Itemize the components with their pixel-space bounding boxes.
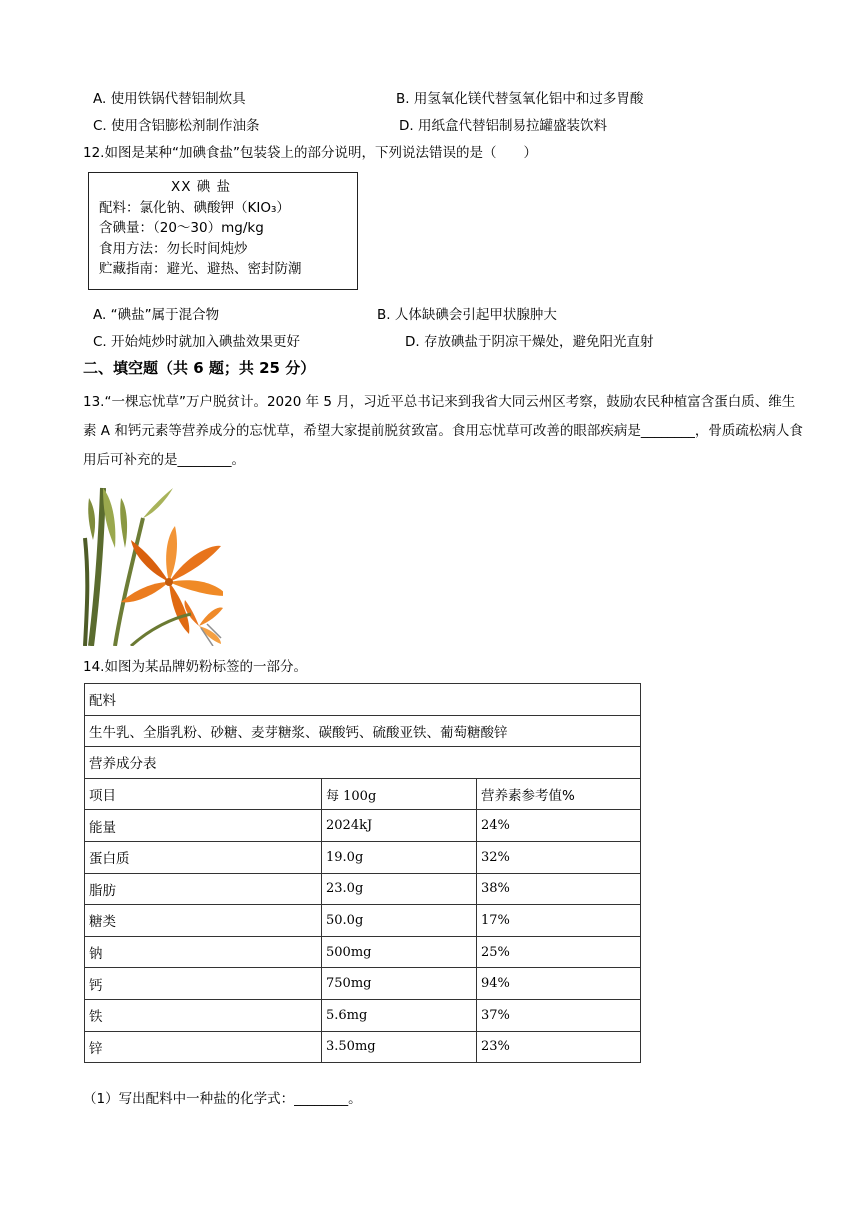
salt-label-title: XX 碘 盐 [171,179,232,195]
row-nrv: 23% [477,1031,641,1063]
row-item: 蛋白质 [85,841,322,873]
q12-stem: 12.如图是某种“加碘食盐”包装袋上的部分说明，下列说法错误的是（ ） [83,145,537,161]
column-header-per-100g: 每 100g [322,778,477,810]
salt-label-usage: 食用方法：勿长时间炖炒 [99,240,248,257]
nutrition-header: 营养成分表 [85,747,641,779]
q11-option-b: B. 用氢氧化镁代替氢氧化铝中和过多胃酸 [396,91,644,107]
q11-option-d: D. 用纸盒代替铝制易拉罐盛装饮料 [399,118,607,134]
table-row [85,968,641,1000]
q14-stem: 14.如图为某品牌奶粉标签的一部分。 [83,659,307,675]
row-nrv: 25% [477,936,641,968]
q11-option-a: A. 使用铁锅代替铝制炊具 [93,91,246,107]
table-row [85,747,641,779]
row-amount: 750mg [322,968,477,1000]
row-amount: 500mg [322,936,477,968]
q12-option-c: C. 开始炖炒时就加入碘盐效果更好 [93,334,301,350]
q11-option-c: C. 使用含铝膨松剂制作油条 [93,118,260,134]
row-amount: 2024kJ [322,810,477,842]
table-row [85,841,641,873]
column-header-nrv: 营养素参考值% [477,778,641,810]
q12-option-a: A. “碘盐”属于混合物 [93,307,220,323]
row-item: 糖类 [85,905,322,937]
table-row [85,905,641,937]
table-row [85,999,641,1031]
row-nrv: 94% [477,968,641,1000]
daylily-image [81,478,223,646]
table-row [85,684,641,716]
table-row [85,873,641,905]
milk-powder-label-table [84,683,641,1063]
q13-text: 13.“一棵忘忧草”万户脱贫计。2020 年 5 月，习近平总书记来到我省大同云州区考察，鼓励农民种植富含蛋白质、维生素 A 和钙元素等营养成分的忘忧草，希望大家提前脱贫致富。食用忘忧草可改善的眼部疾病是________，骨质疏松病人食用后可补充的是________。 [83,394,803,468]
row-nrv: 32% [477,841,641,873]
ingredients-header: 配料 [85,684,641,716]
table-row [85,936,641,968]
table-row [85,715,641,747]
salt-label-iodine-content: 含碘量：（20～30）mg/kg [99,220,264,236]
table-row [85,810,641,842]
q12-option-b: B. 人体缺碘会引起甲状腺肿大 [377,307,557,323]
table-row [85,1031,641,1063]
salt-label-ingredients: 配料：氯化钠、碘酸钾（KIO₃） [99,199,290,216]
row-amount: 19.0g [322,841,477,873]
row-item: 能量 [85,810,322,842]
section-title-fill-in: 二、填空题（共 6 题；共 25 分） [83,359,316,377]
row-item: 钙 [85,968,322,1000]
row-amount: 50.0g [322,905,477,937]
table-header-row [85,778,641,810]
iodized-salt-label-box [88,172,358,290]
row-nrv: 38% [477,873,641,905]
ingredients-list: 生牛乳、全脂乳粉、砂糖、麦芽糖浆、碳酸钙、硫酸亚铁、葡萄糖酸锌 [85,715,641,747]
row-item: 脂肪 [85,873,322,905]
row-item: 锌 [85,1031,322,1063]
row-nrv: 24% [477,810,641,842]
row-item: 铁 [85,999,322,1031]
row-amount: 5.6mg [322,999,477,1031]
row-amount: 3.50mg [322,1031,477,1063]
row-nrv: 17% [477,905,641,937]
row-item: 钠 [85,936,322,968]
q12-option-d: D. 存放碘盐于阴凉干燥处，避免阳光直射 [405,334,654,350]
salt-label-storage: 贮藏指南：避光、避热、密封防潮 [99,261,302,277]
q14-sub1: （1）写出配料中一种盐的化学式：________。 [83,1091,362,1107]
column-header-item: 项目 [85,778,322,810]
row-amount: 23.0g [322,873,477,905]
row-nrv: 37% [477,999,641,1031]
